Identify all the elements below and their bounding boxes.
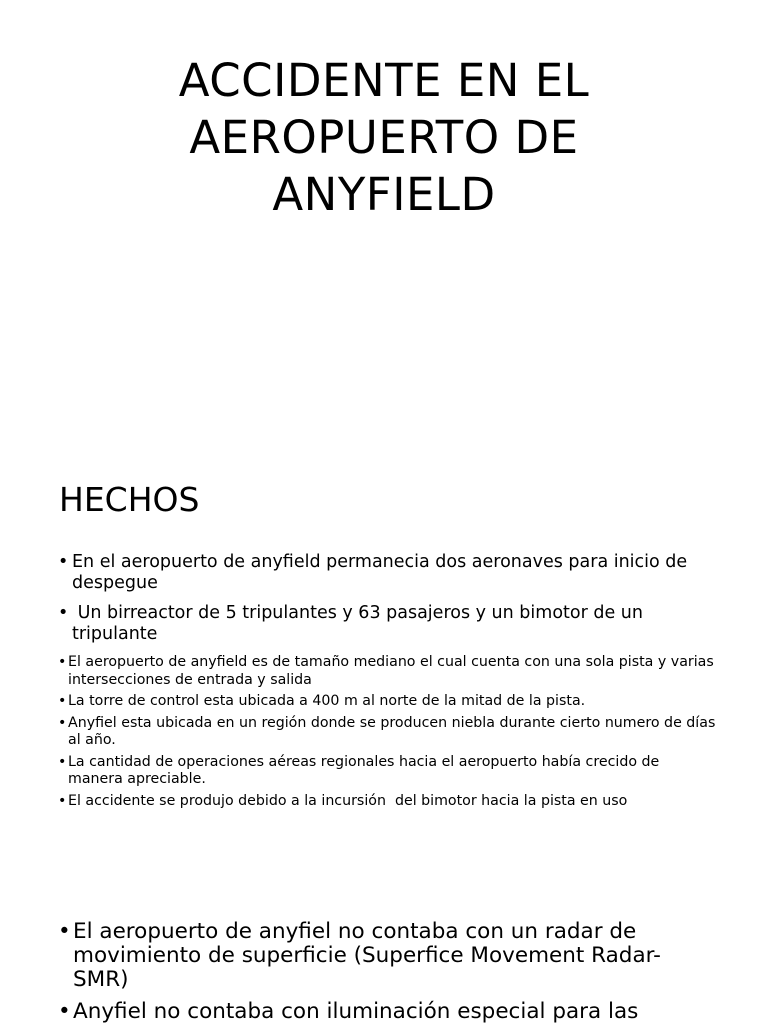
- bullet-icon: •: [58, 603, 69, 623]
- bullet-icon: •: [58, 753, 67, 770]
- title-slide: [0, 0, 768, 452]
- list-item-text: El aeropuerto de anyfield es de tamaño mediano el cual cuenta con una sola pista y varias intersecciones de entrada y salida: [68, 654, 714, 688]
- bullet-icon: •: [58, 714, 67, 731]
- bullet-icon: •: [58, 919, 71, 944]
- list-item-text: El accidente se produjo debido a la incursión del bimotor hacia la pista en uso: [68, 792, 628, 809]
- list-item-text: Anyfiel esta ubicada en un región donde se producen niebla durante cierto numero de días al año.: [68, 714, 716, 748]
- continuation-slide: [0, 892, 768, 1024]
- bullet-icon: •: [58, 792, 67, 809]
- list-item-text: La cantidad de operaciones aéreas regionales hacia el aeropuerto había crecido de manera apreciable.: [68, 753, 660, 787]
- slide-title: ACCIDENTE EN EL AEROPUERTO DE ANYFIELD: [178, 54, 590, 221]
- list-item-text: En el aeropuerto de anyfield permanecia dos aeronaves para inicio de despegue: [72, 552, 688, 593]
- list-item: [58, 654, 718, 689]
- list-item-text: La torre de control esta ubicada a 400 m al norte de la mitad de la pista.: [68, 693, 586, 709]
- list-item-text: Un birreactor de 5 tripulantes y 63 pasajeros y un bimotor de un tripulante: [72, 603, 649, 644]
- facts-slide: [0, 452, 768, 892]
- continuation-list: [58, 920, 718, 1032]
- bullet-icon: •: [58, 999, 71, 1024]
- list-item: [58, 920, 718, 992]
- slide-heading: HECHOS: [59, 480, 200, 519]
- list-item: [58, 793, 718, 811]
- list-item: [58, 1000, 718, 1024]
- list-item: [58, 693, 718, 711]
- bullet-icon: •: [58, 552, 69, 572]
- list-item-text: El aeropuerto de anyfiel no contaba con un radar de movimiento de superficie (Superfice Movement Radar- SMR): [73, 919, 661, 992]
- list-item: [58, 603, 718, 645]
- bullet-icon: •: [58, 654, 67, 670]
- facts-list: [58, 552, 718, 814]
- bullet-icon: •: [58, 693, 67, 709]
- list-item-text: Anyfiel no contaba con iluminación especial para las: [73, 999, 639, 1024]
- list-item: [58, 552, 718, 594]
- list-item: [58, 754, 718, 789]
- list-item: [58, 715, 718, 750]
